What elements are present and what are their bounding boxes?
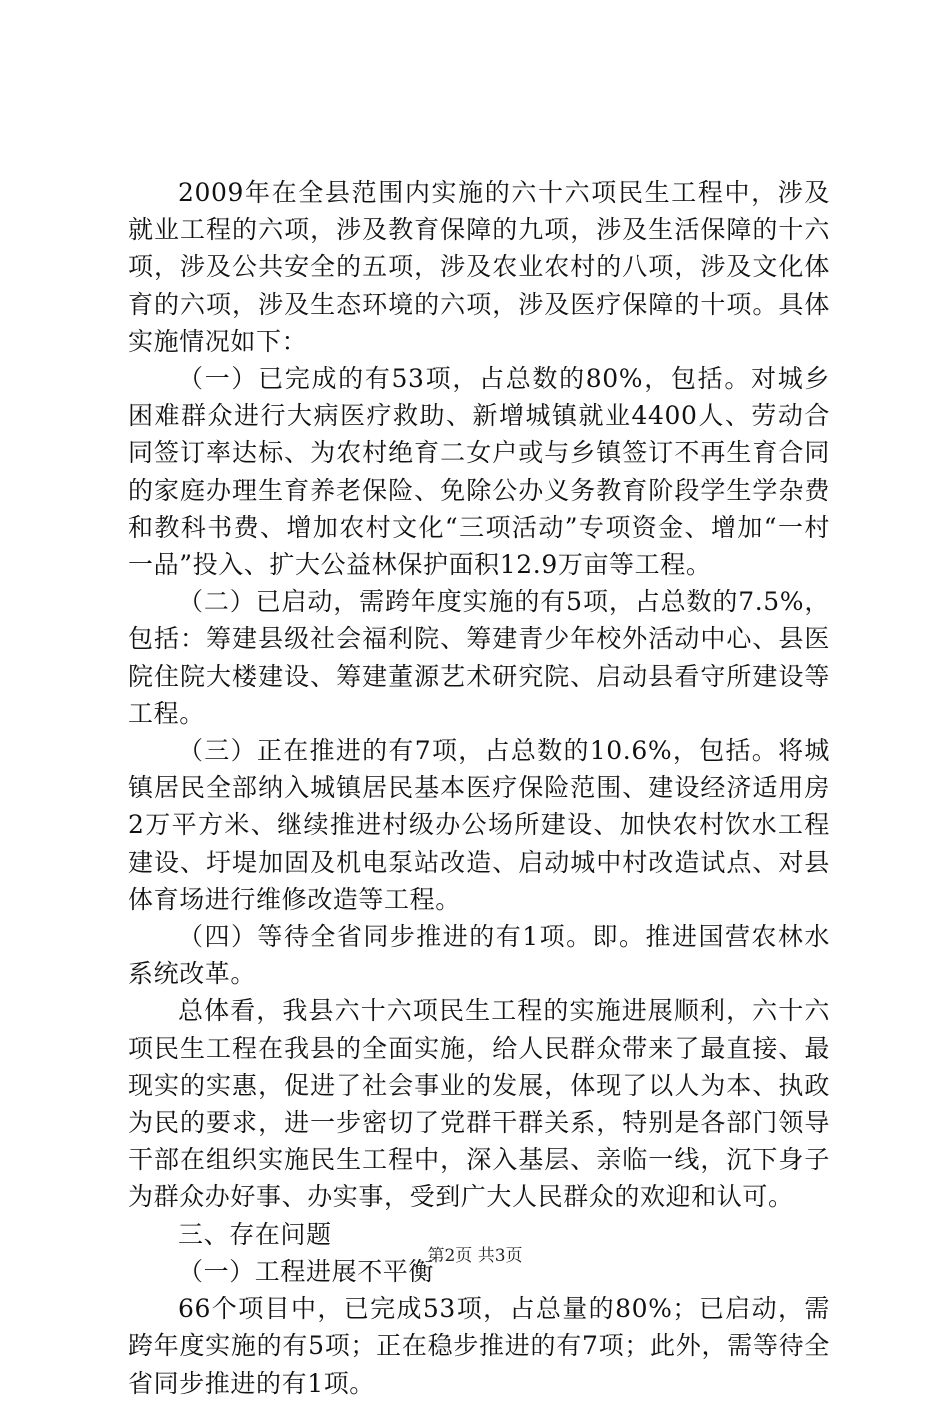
- subheading-uneven-progress: （一）工程进展不平衡: [178, 1256, 435, 1286]
- paragraph-in-progress: （三）正在推进的有7项，占总数的10.6%，包括。将城镇居民全部纳入城镇居民基本医疗保险范围、建设经济适用房2万平方米、继续推进村级办公场所建设、加快农村饮水工程建设、圩堤加固及机电泵站改造、启动城中村改造试点、对县体育场进行维修改造等工程。: [128, 736, 830, 914]
- paragraph-summary: 总体看，我县六十六项民生工程的实施进展顺利，六十六项民生工程在我县的全面实施，给人民群众带来了最直接、最现实的实惠，促进了社会事业的发展，体现了以人为本、执政为民的要求，进一步密切了党群干群关系，特别是各部门领导干部在组织实施民生工程中，深入基层、亲临一线，沉下身子为群众办好事、办实事，受到广大人民群众的欢迎和认可。: [128, 996, 830, 1212]
- paragraph-project-stats: 66个项目中，已完成53项，占总量的80%；已启动，需跨年度实施的有5项；正在稳步推进的有7项；此外，需等待全省同步推进的有1项。: [128, 1294, 830, 1398]
- document-body: [128, 174, 830, 1402]
- paragraph-started: （二）已启动，需跨年度实施的有5项，占总数的7.5%，包括：筹建县级社会福利院、筹建青少年校外活动中心、县医院住院大楼建设、筹建董源艺术研究院、启动县看守所建设等工程。: [128, 587, 830, 728]
- paragraph-overview: 2009年在全县范围内实施的六十六项民生工程中，涉及就业工程的六项，涉及教育保障的九项，涉及生活保障的十六项，涉及公共安全的五项，涉及农业农村的八项，涉及文化体育的六项，涉及生态环境的六项，涉及医疗保障的十项。具体实施情况如下：: [128, 178, 830, 356]
- page-number-footer: 第2页 共3页: [427, 1246, 523, 1266]
- paragraph-completed: （一）已完成的有53项，占总数的80%，包括。对城乡困难群众进行大病医疗救助、新增城镇就业4400人、劳动合同签订率达标、为农村绝育二女户或与乡镇签订不再生育合同的家庭办理生育养老保险、免除公办义务教育阶段学生学杂费和教科书费、增加农村文化“三项活动”专项资金、增加“一村一品”投入、扩大公益林保护面积12.9万亩等工程。: [128, 364, 830, 580]
- section-heading-problems: 三、存在问题: [178, 1219, 332, 1249]
- paragraph-waiting: （四）等待全省同步推进的有1项。即。推进国营农林水系统改革。: [128, 922, 830, 989]
